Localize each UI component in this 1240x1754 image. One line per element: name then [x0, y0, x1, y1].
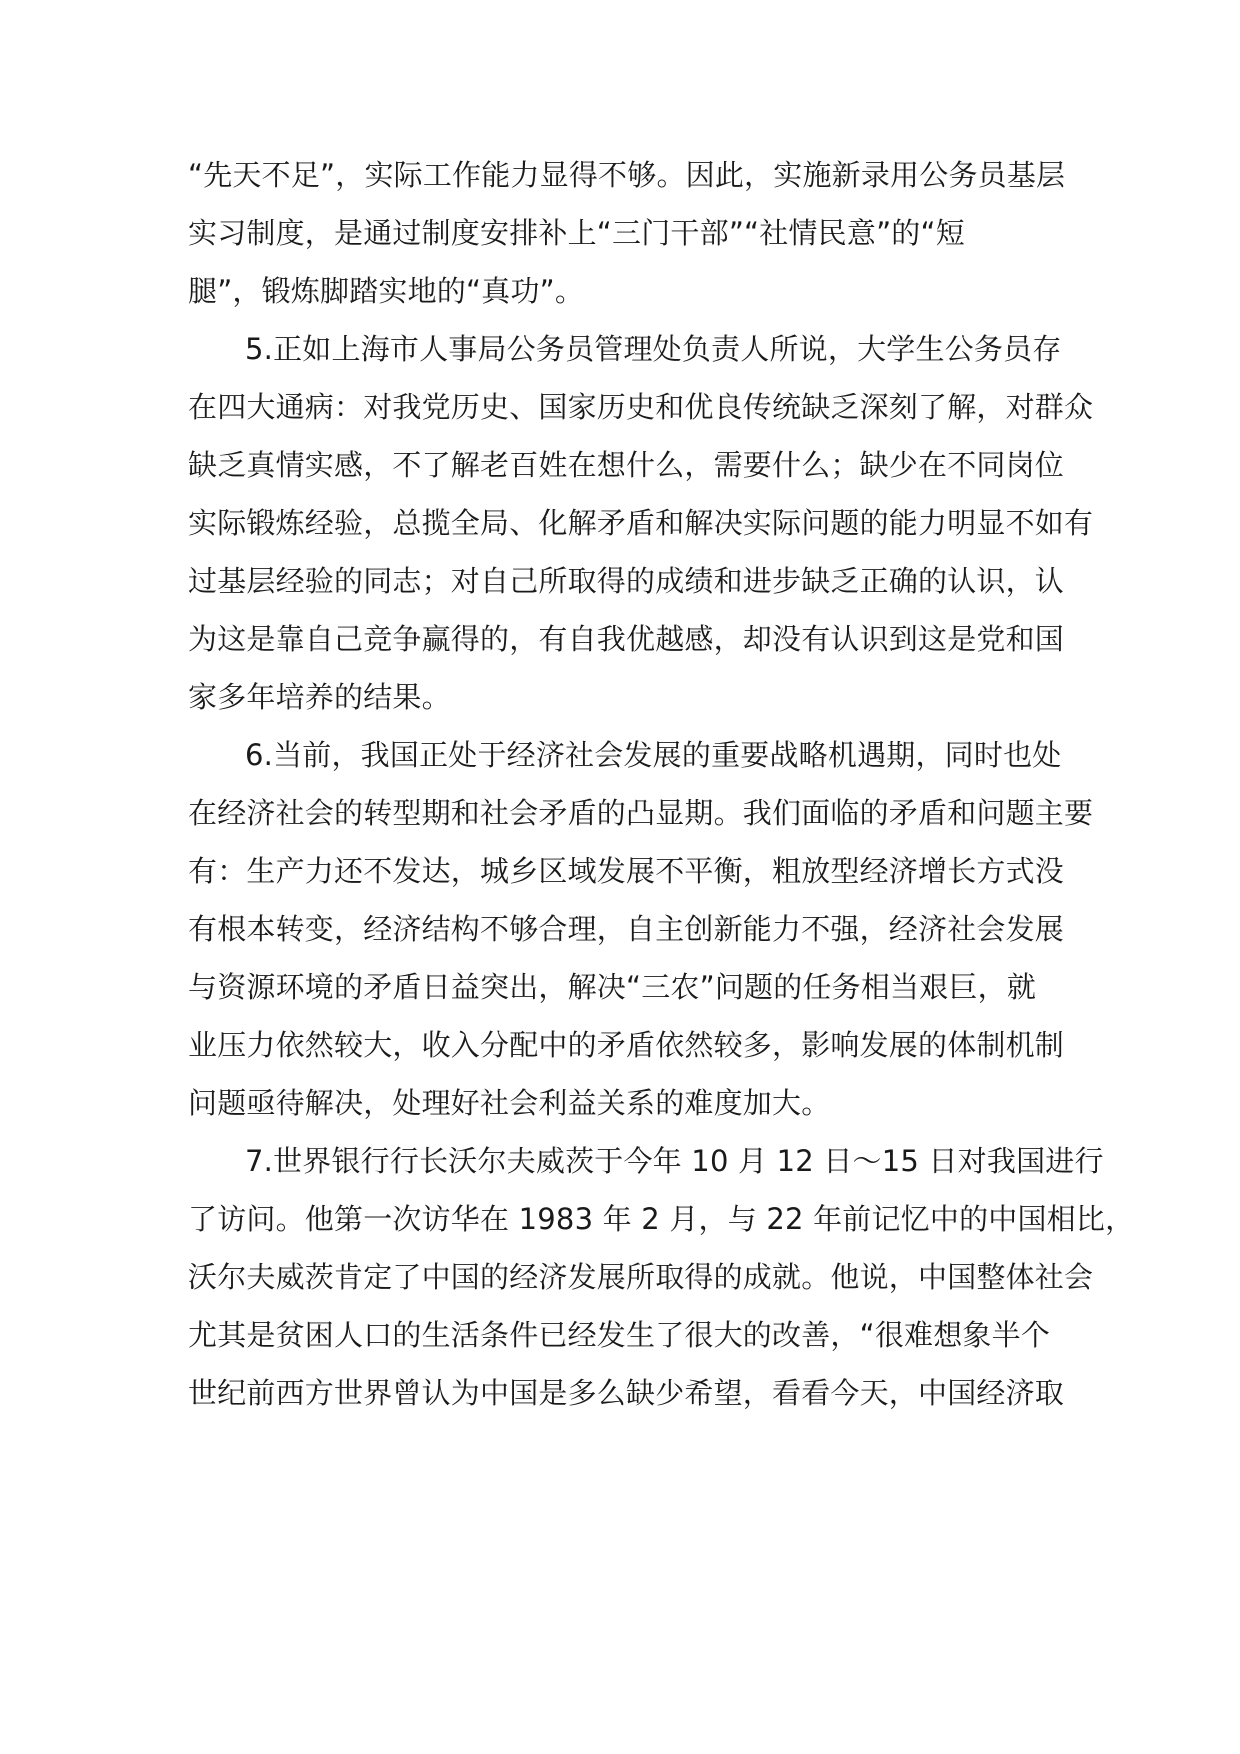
text-line: 与资源环境的矛盾日益突出，解决“三农”问题的任务相当艰巨，就 [188, 970, 1037, 1004]
text-line: 在经济社会的转型期和社会矛盾的凸显期。我们面临的矛盾和问题主要 [188, 796, 1094, 830]
text-line: 有根本转变，经济结构不够合理，自主创新能力不强，经济社会发展 [188, 912, 1065, 946]
paragraph-7-first-line: 7.世界银行行长沃尔夫威茨于今年 10 月 12 日～15 日对我国进行 [245, 1144, 1104, 1178]
text-line: 业压力依然较大，收入分配中的矛盾依然较多，影响发展的体制机制 [188, 1028, 1065, 1062]
text-line: 缺乏真情实感，不了解老百姓在想什么，需要什么；缺少在不同岗位 [188, 448, 1065, 482]
text-line: 尤其是贫困人口的生活条件已经发生了很大的改善，“很难想象半个 [188, 1318, 1051, 1352]
text-line: 为这是靠自己竞争赢得的，有自我优越感，却没有认识到这是党和国 [188, 622, 1065, 656]
text-line: 腿”，锻炼脚踏实地的“真功”。 [188, 274, 585, 308]
text-line: 世纪前西方世界曾认为中国是多么缺少希望，看看今天，中国经济取 [188, 1376, 1065, 1410]
text-line: 沃尔夫威茨肯定了中国的经济发展所取得的成就。他说，中国整体社会 [188, 1260, 1094, 1294]
text-line: 在四大通病：对我党历史、国家历史和优良传统缺乏深刻了解，对群众 [188, 390, 1094, 424]
paragraph-5-first-line: 5.正如上海市人事局公务员管理处负责人所说，大学生公务员存 [245, 332, 1062, 366]
text-line: 有：生产力还不发达，城乡区域发展不平衡，粗放型经济增长方式没 [188, 854, 1065, 888]
text-line: 实习制度，是通过制度安排补上“三门干部”“社情民意”的“短 [188, 216, 965, 250]
text-line: 实际锻炼经验，总揽全局、化解矛盾和解决实际问题的能力明显不如有 [188, 506, 1094, 540]
text-line: “先天不足”，实际工作能力显得不够。因此，实施新录用公务员基层 [188, 158, 1066, 192]
text-line: 家多年培养的结果。 [188, 680, 451, 714]
text-line: 问题亟待解决，处理好社会利益关系的难度加大。 [188, 1086, 831, 1120]
paragraph-6-first-line: 6.当前，我国正处于经济社会发展的重要战略机遇期，同时也处 [245, 738, 1062, 772]
text-line: 过基层经验的同志；对自己所取得的成绩和进步缺乏正确的认识，认 [188, 564, 1065, 598]
text-line: 了访问。他第一次访华在 1983 年 2 月，与 22 年前记忆中的中国相比， [188, 1202, 1135, 1236]
